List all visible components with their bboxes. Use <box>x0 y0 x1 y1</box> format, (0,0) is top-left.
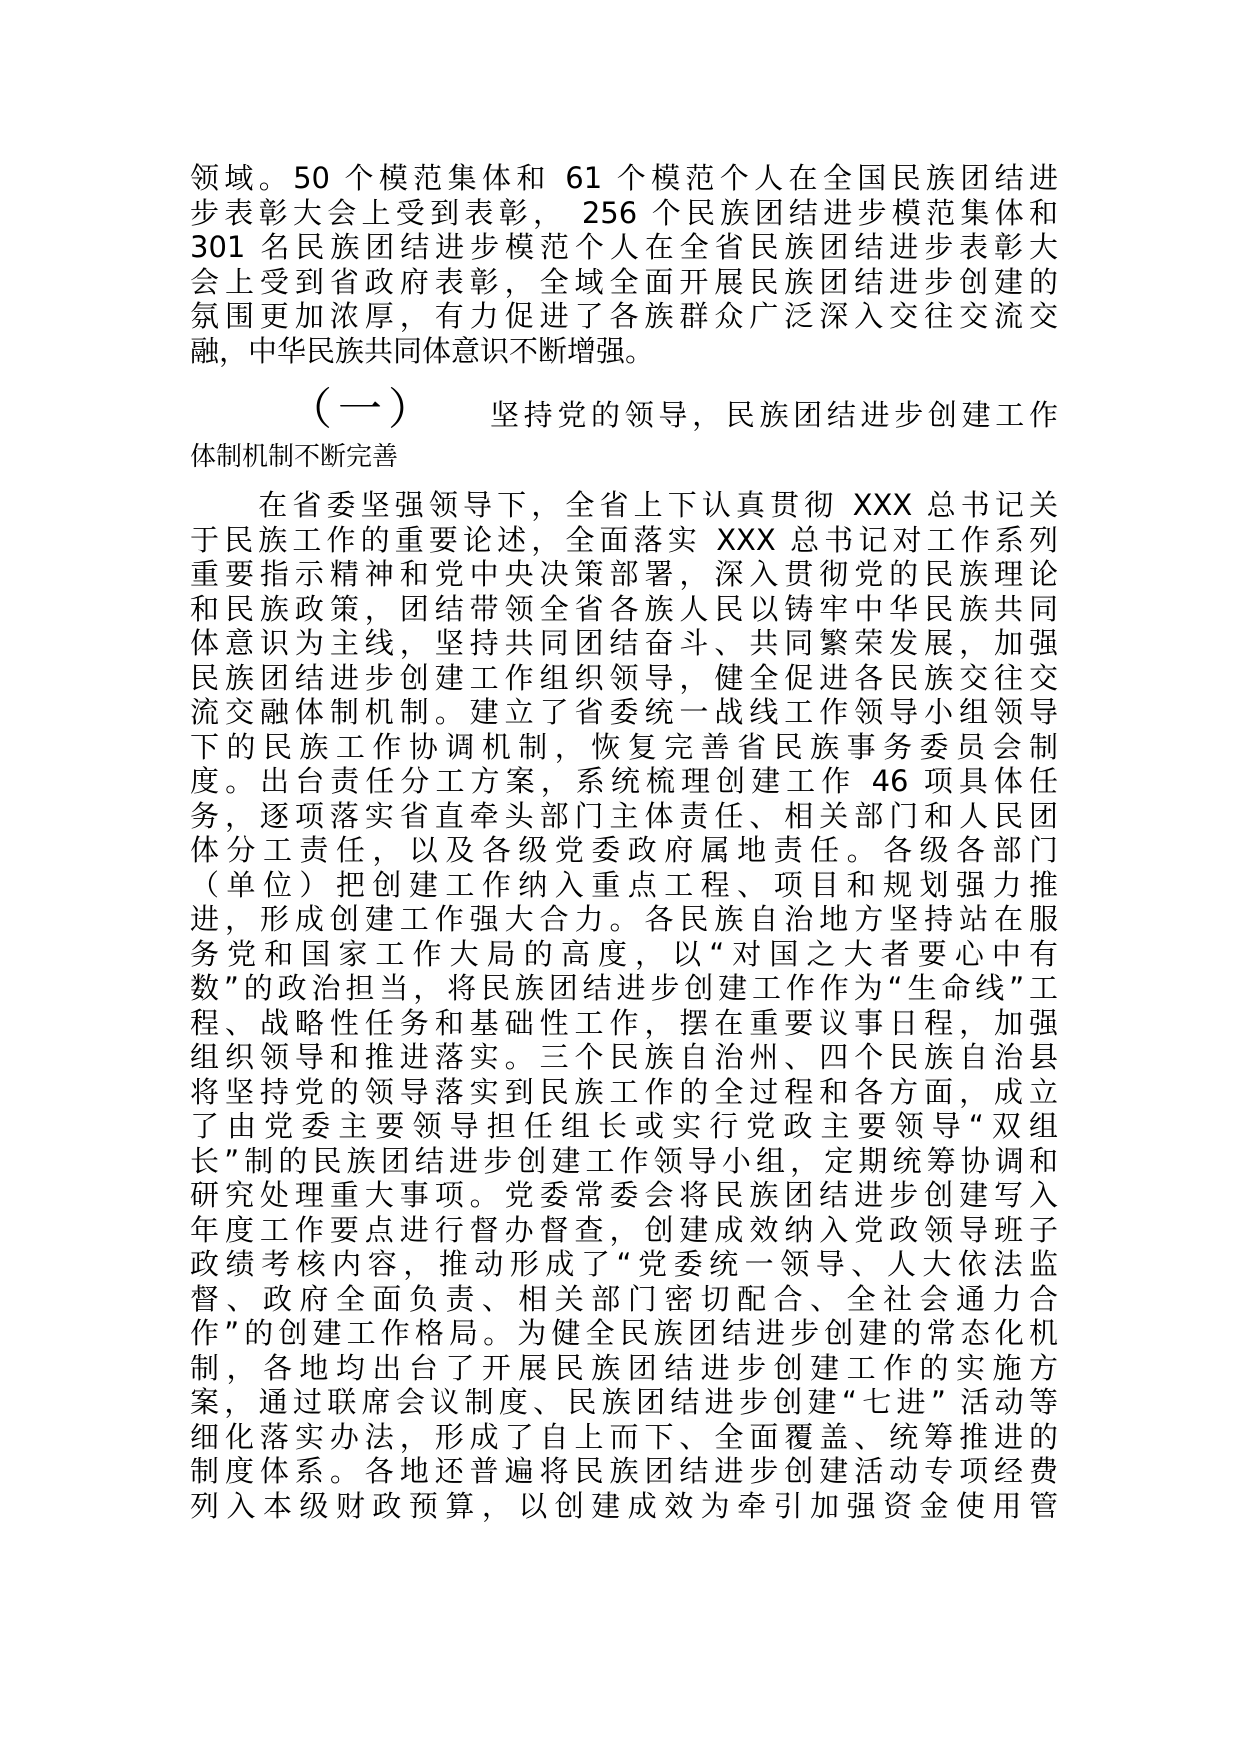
heading-row <box>190 384 1058 440</box>
text-line: 程、战略性任务和基础性工作，摆在重要议事日程，加强 <box>190 1005 1058 1040</box>
text-line: 进，形成创建工作强大合力。各民族自治地方坚持站在服 <box>190 902 1058 936</box>
text-line: 研究处理重大事项。党委常委会将民族团结进步创建写入 <box>190 1178 1058 1212</box>
section-title-line-1: 坚持党的领导，民族团结进步创建工作 <box>490 398 1058 432</box>
text-line: 重要指示精神和党中央决策部署，深入贯彻党的民族理论 <box>190 557 1058 591</box>
text-line: 会上受到省政府表彰，全域全面开展民族团结进步创建的 <box>190 264 1058 299</box>
text-line: 制度体系。各地还普遍将民族团结进步创建活动专项经费 <box>190 1454 1058 1488</box>
text-line: 流交融体制机制。建立了省委统一战线工作领导小组领导 <box>190 695 1058 729</box>
text-line: 组织领导和推进落实。三个民族自治州、四个民族自治县 <box>190 1040 1058 1074</box>
text-line: 督、政府全面负责、相关部门密切配合、全社会通力合 <box>190 1281 1058 1316</box>
text-line: 领域。50 个模范集体和 61 个模范个人在全国民族团结进 <box>190 161 1058 195</box>
text-line: 了由党委主要领导担任组长或实行党政主要领导“双组 <box>190 1109 1058 1143</box>
text-line: 将坚持党的领导落实到民族工作的全过程和各方面，成立 <box>190 1074 1058 1109</box>
text-line: 体意识为主线，坚持共同团结奋斗、共同繁荣发展，加强 <box>190 626 1058 660</box>
text-line: 列入本级财政预算，以创建成效为牵引加强资金使用管 <box>190 1488 1058 1523</box>
text-line: 细化落实办法，形成了自上而下、全面覆盖、统筹推进的 <box>190 1419 1058 1454</box>
text-line: 301 名民族团结进步模范个人在全省民族团结进步表彰大 <box>190 230 1058 264</box>
text-line: 务党和国家工作大局的高度，以“对国之大者要心中有 <box>190 936 1058 971</box>
text-line: 案，通过联席会议制度、民族团结进步创建“七进” 活动等 <box>190 1385 1058 1419</box>
text-line: 融，中华民族共同体意识不断增强。 <box>190 333 655 368</box>
text-line: 政绩考核内容，推动形成了“党委统一领导、人大依法监 <box>190 1247 1058 1281</box>
section-heading <box>190 384 1058 474</box>
section-title-line-2: 体制机制不断完善 <box>190 442 399 472</box>
text-line: 步表彰大会上受到表彰， 256 个民族团结进步模范集体和 <box>190 195 1058 230</box>
text-line: 长”制的民族团结进步创建工作领导小组，定期统筹协调和 <box>190 1143 1058 1178</box>
text-line: 数”的政治担当，将民族团结进步创建工作作为“生命线”工 <box>190 971 1058 1005</box>
text-line: 氛围更加浓厚，有力促进了各族群众广泛深入交往交流交 <box>190 299 1058 333</box>
text-line: 年度工作要点进行督办督查，创建成效纳入党政领导班子 <box>190 1212 1058 1247</box>
text-line: （单位）把创建工作纳入重点工程、项目和规划强力推 <box>190 867 1058 902</box>
text-line: 体分工责任，以及各级党委政府属地责任。各级各部门 <box>190 833 1058 867</box>
text-line: 作”的创建工作格局。为健全民族团结进步创建的常态化机 <box>190 1316 1058 1350</box>
text-line: 民族团结进步创建工作组织领导，健全促进各民族交往交 <box>190 660 1058 695</box>
text-line: 制，各地均出台了开展民族团结进步创建工作的实施方 <box>190 1350 1058 1385</box>
text-line: 务，逐项落实省直牵头部门主体责任、相关部门和人民团 <box>190 798 1058 833</box>
text-line: 和民族政策，团结带领全省各族人民以铸牢中华民族共同 <box>190 591 1058 626</box>
text-line: 度。出台责任分工方案，系统梳理创建工作 46 项具体任 <box>190 764 1058 798</box>
text-line: 于民族工作的重要论述，全面落实 XXX 总书记对工作系列 <box>190 522 1058 557</box>
body-paragraph <box>190 488 1058 1523</box>
text-line: 下的民族工作协调机制，恢复完善省民族事务委员会制 <box>190 729 1058 764</box>
text-line: 在省委坚强领导下，全省上下认真贯彻 XXX 总书记关 <box>190 488 1058 522</box>
section-number: （一） <box>288 384 438 435</box>
intro-paragraph <box>190 161 1058 368</box>
